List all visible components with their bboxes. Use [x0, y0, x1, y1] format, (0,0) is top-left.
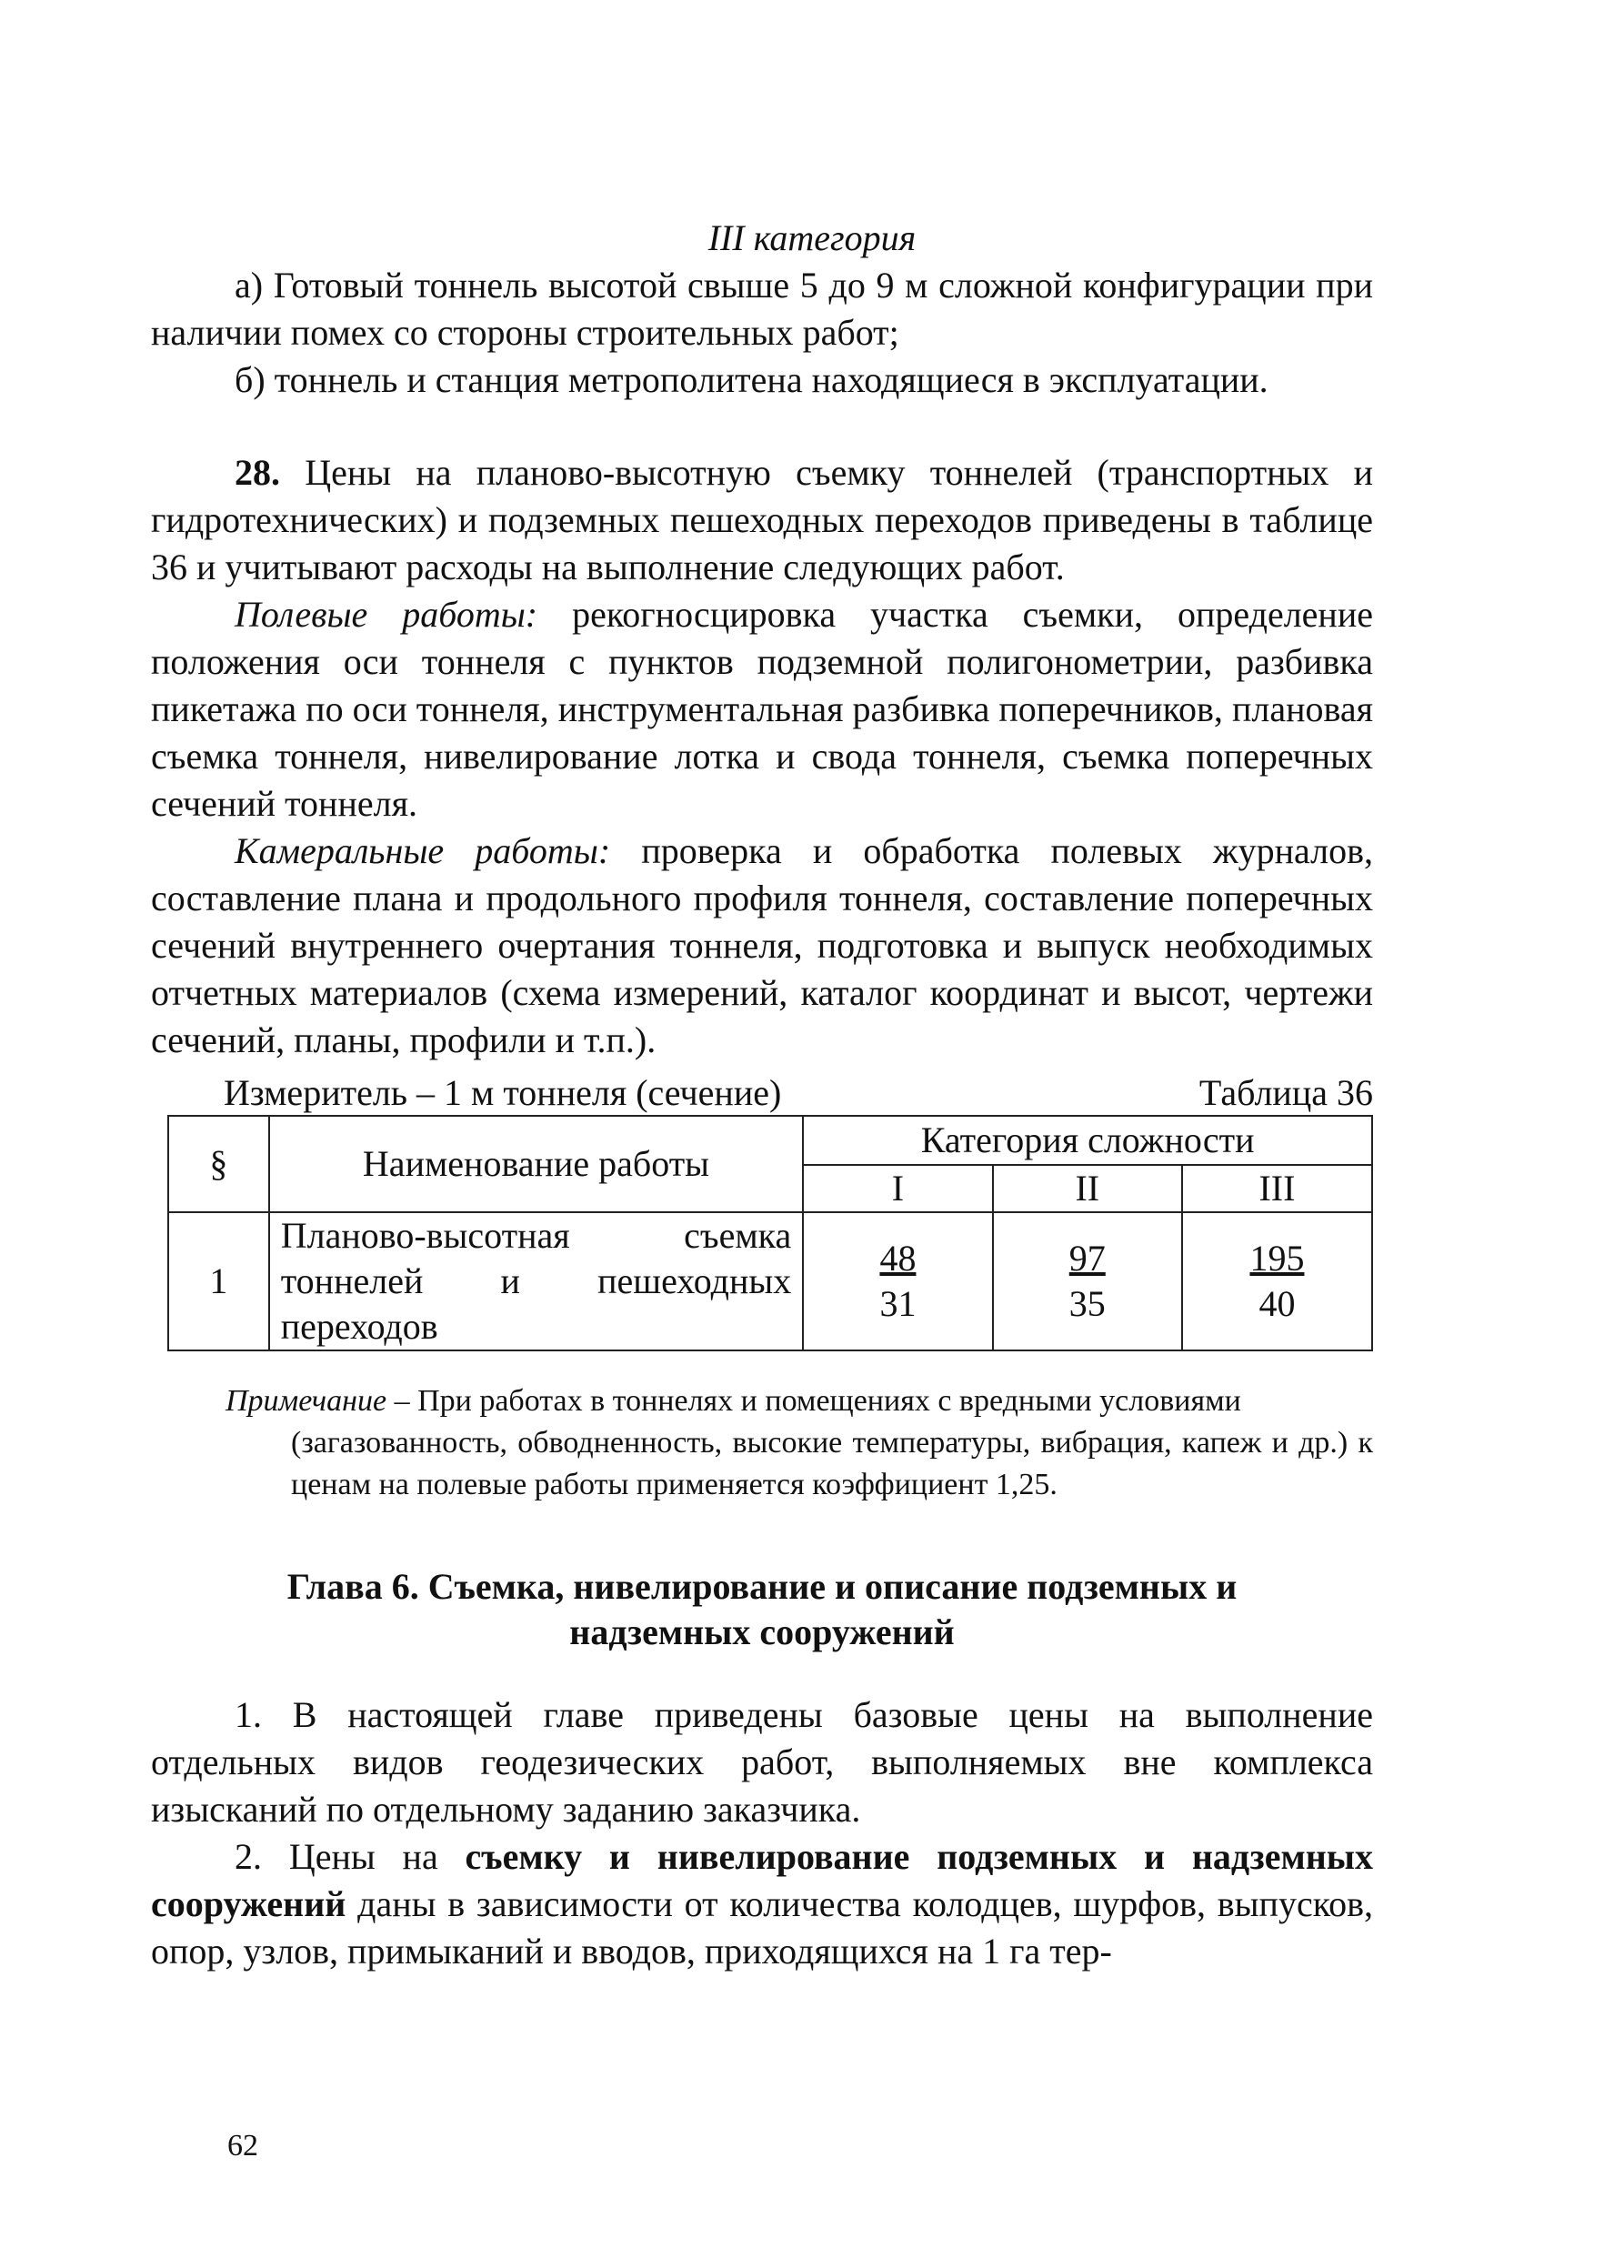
header-num: §	[168, 1116, 269, 1212]
chapter-line-2: надземных сооружений	[569, 1611, 955, 1652]
row-cat1-top: 48	[879, 1238, 917, 1279]
chapter-body	[151, 1691, 1373, 1975]
office-works-label: Камеральные работы:	[235, 830, 611, 871]
page-number: 62	[227, 2129, 258, 2163]
note-first-text: При работах в тоннелях и помещениях с вредными условиями	[417, 1384, 1241, 1418]
header-category: Категория сложности	[803, 1116, 1372, 1165]
note-label: Примечание	[226, 1384, 387, 1418]
chapter-heading	[151, 1564, 1373, 1655]
chapter-line-1: Глава 6. Съемка, нивелирование и описание подземных и	[286, 1566, 1238, 1607]
field-works-label: Полевые работы:	[235, 594, 538, 635]
table-meter: Измеритель – 1 м тоннеля (сечение)	[224, 1072, 782, 1113]
chapter-paragraph-2	[151, 1833, 1373, 1975]
header-name: Наименование работы	[269, 1116, 804, 1212]
category-item-a: а) Готовый тоннель высотой свыше 5 до 9 м сложной конфигурации при наличии помех со стороны строительных работ;	[151, 265, 1373, 353]
category-item-b: б) тоннель и станция метрополитена находящиеся в эксплуатации.	[235, 359, 1268, 400]
note-rest: (загазованность, обводненность, высокие температуры, вибрация, капеж и др.) к ценам на полевые работы применяется коэффициент 1,25.	[291, 1426, 1373, 1501]
table-row	[168, 1212, 1372, 1350]
section-28-paragraph	[151, 449, 1373, 591]
category-heading: III категория	[707, 217, 917, 258]
row-cat3-bottom: 40	[1258, 1283, 1296, 1324]
chapter-p2-rest: даны в зависимости от количества колодцев, шурфов, выпусков, опор, узлов, примыканий и вводов, приходящихся на 1 га тер-	[151, 1883, 1373, 1972]
price-table	[167, 1115, 1373, 1351]
chapter-paragraph-1: 1. В настоящей главе приведены базовые цены на выполнение отдельных видов геодезических работ, выполняемых вне комплекса изысканий по отдельному заданию заказчика.	[151, 1694, 1373, 1830]
note-dash: –	[386, 1384, 418, 1418]
note-first-line	[151, 1380, 1373, 1422]
category-list	[151, 262, 1373, 404]
section-28-text: Цены на планово-высотную съемку тоннелей (транспортных и гидротехнических) и подземных пешеходных переходов приведены в таблице 36 и учитывают расходы на выполнение следующих работ.	[151, 452, 1374, 587]
section-28-number: 28.	[235, 452, 280, 493]
row-cat2-top: 97	[1068, 1238, 1106, 1279]
row-cat2	[993, 1212, 1182, 1350]
header-cat3: III	[1182, 1165, 1372, 1212]
section-28	[151, 449, 1373, 1064]
chapter-p2-lead: 2. Цены на	[235, 1836, 466, 1877]
row-cat2-bottom: 35	[1068, 1283, 1106, 1324]
table-header-row	[168, 1116, 1372, 1165]
header-cat1: I	[803, 1165, 992, 1212]
field-works-text: рекогносцировка участка съемки, определение положения оси тоннеля с пунктов подземной полигонометрии, разбивка пикетажа по оси тоннеля, инструментальная разбивка поперечников, плановая съемка тоннеля, нивелирование лотка и свода тоннеля, съемка поперечных сечений тоннеля.	[151, 594, 1373, 824]
row-name: Планово-высотная съемка тоннелей и пешеходных переходов	[269, 1212, 804, 1350]
row-cat1	[803, 1212, 992, 1350]
office-works-text: проверка и обработка полевых журналов, составление плана и продольного профиля тоннеля, составление поперечных сечений внутреннего очертания тоннеля, подготовка и выпуск необходимых отчетных материалов (схема измерений, каталог координат и высот, чертежи сечений, планы, профили и т.п.).	[151, 830, 1374, 1060]
row-cat3	[1182, 1212, 1372, 1350]
header-cat2: II	[993, 1165, 1182, 1212]
field-works-paragraph	[151, 591, 1373, 828]
table-note	[151, 1380, 1373, 1506]
office-works-paragraph	[151, 828, 1373, 1064]
row-cat3-top: 195	[1249, 1238, 1305, 1279]
row-num: 1	[168, 1212, 269, 1350]
chapter-p2-bold: съемку и нивелирование подземных и надземных сооружений	[151, 1836, 1373, 1924]
table-label: Таблица 36	[1198, 1072, 1373, 1113]
row-cat1-bottom: 31	[879, 1283, 917, 1324]
table-caption	[224, 1069, 1373, 1117]
